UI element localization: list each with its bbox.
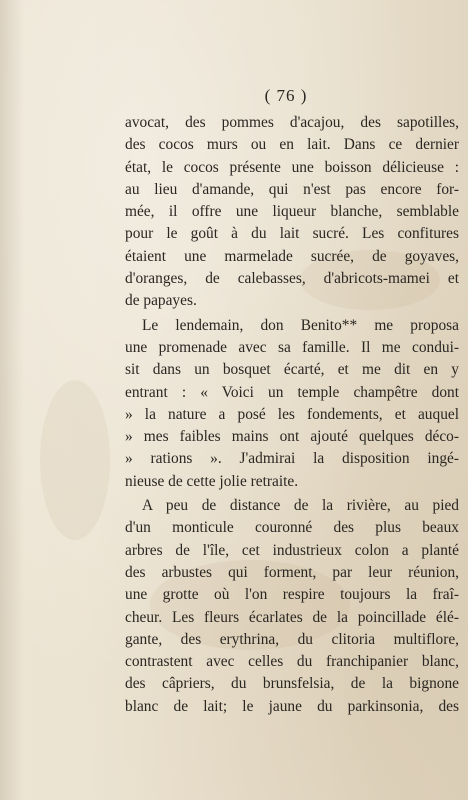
text-line: sit dans un bosquet écarté, et me dit en y	[125, 361, 459, 379]
text-line: des arbustes qui forment, par leur réunion,	[125, 563, 459, 581]
text-line: gante, des erythrina, du clitoria multiflore,	[125, 630, 459, 648]
text-line: contrastent avec celles du franchipanier blanc,	[125, 653, 459, 671]
text-line: d'oranges, de calebasses, d'abricots-mamei et	[125, 270, 459, 288]
text-line: mée, il offre une liqueur blanche, semblable	[125, 203, 459, 221]
text-line: cheur. Les fleurs écarlates de la poincillade élé-	[125, 608, 459, 626]
text-line: d'un monticule couronné des plus beaux	[125, 519, 459, 537]
paragraph	[125, 315, 459, 493]
text-line: » mes faibles mains ont ajouté quelques déco-	[125, 428, 459, 446]
text-line: arbres de l'île, cet industrieux colon a planté	[125, 541, 459, 559]
text-line: une promenade avec sa famille. Il me condui-	[125, 338, 459, 356]
text-line: étaient une marmelade sucrée, de goyaves,	[125, 247, 459, 265]
text-line: une grotte où l'on respire toujours la fraî-	[125, 586, 459, 604]
text-line: Le lendemain, don Benito** me proposa	[142, 316, 459, 334]
text-line: au lieu d'amande, qui n'est pas encore for-	[125, 180, 459, 198]
text-line: entrant : « Voici un temple champêtre dont	[125, 383, 459, 401]
text-line: blanc de lait; le jaune du parkinsonia, des	[125, 697, 459, 715]
text-line: » rations ». J'admirai la disposition ingé-	[125, 450, 459, 468]
text-line: pour le goût à du lait sucré. Les confitures	[125, 225, 459, 243]
text-line: des cocos murs ou en lait. Dans ce dernier	[125, 136, 459, 154]
text-line: de papayes.	[125, 292, 197, 310]
page-gutter-shadow	[0, 0, 24, 800]
text-line: » la nature a posé les fondements, et auquel	[125, 405, 459, 423]
text-line: nieuse de cette jolie retraite.	[125, 472, 299, 490]
page-number: ( 76 )	[264, 86, 308, 105]
paragraph	[125, 112, 459, 313]
text-line: A peu de distance de la rivière, au pied	[142, 497, 459, 515]
paper-stain	[40, 380, 110, 540]
body-text	[125, 112, 459, 718]
text-line: état, le cocos présente une boisson délicieuse :	[125, 158, 459, 176]
paragraph	[125, 495, 459, 718]
text-line: avocat, des pommes d'acajou, des sapotilles,	[125, 114, 459, 131]
text-line: des câpriers, du brunsfelsia, de la bignone	[125, 675, 459, 693]
